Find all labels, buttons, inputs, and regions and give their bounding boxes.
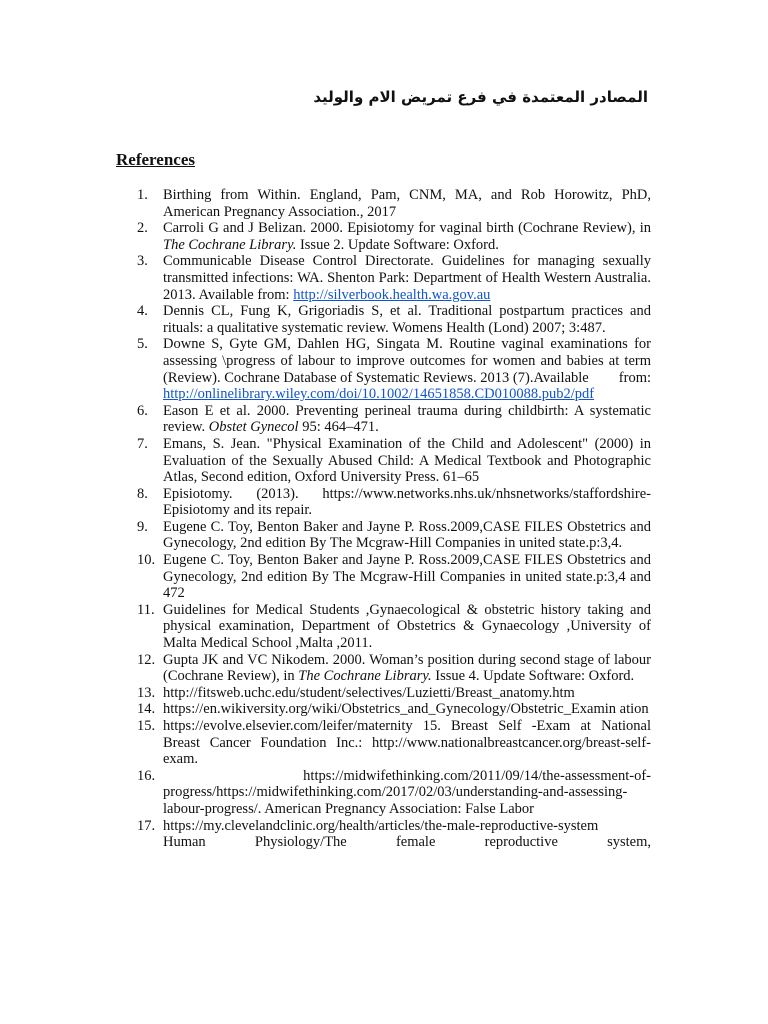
reference-item-4 — [137, 303, 651, 336]
reference-link[interactable]: http://silverbook.health.wa.gov.au — [293, 286, 491, 303]
arabic-title: المصادر المعتمدة في فرع تمريض الام والوليد — [313, 88, 648, 106]
reference-item-10 — [137, 552, 651, 602]
reference-text: Birthing from Within. England, Pam, CNM, MA, and Rob Horowitz, PhD, American Pregnancy Association., 2017 — [163, 187, 651, 220]
journal-title: The Cochrane Library. — [163, 236, 297, 253]
reference-text-right: https://midwifethinking.com/2011/09/14/the-assessment-of- — [303, 767, 651, 784]
reference-item-8 — [137, 485, 651, 519]
reference-text: https://my.clevelandclinic.org/health/articles/the-male-reproductive-system — [163, 817, 599, 834]
reference-item-1 — [137, 187, 651, 220]
reference-number: 13. — [137, 684, 156, 701]
reference-item-5 — [137, 336, 651, 403]
reference-item-14 — [137, 701, 651, 718]
reference-text-tail: 95: 464–471. — [298, 419, 379, 436]
reference-number: 15. — [137, 718, 156, 734]
reference-item-15 — [137, 718, 651, 768]
reference-item-11 — [137, 601, 651, 652]
reference-item-6 — [137, 402, 651, 436]
reference-text-tail: Issue 4. Update Software: Oxford. — [431, 668, 635, 685]
reference-item-3 — [137, 253, 651, 303]
reference-item-2 — [137, 220, 651, 253]
reference-number: 8. — [137, 485, 148, 502]
references-heading: References — [116, 150, 195, 169]
reference-text: progress/https://midwifethinking.com/2017/02/03/understanding-and-assessing-labour-progress/. American Pregnancy Association: False Labor — [163, 784, 628, 817]
reference-number: 7. — [137, 435, 148, 452]
reference-item-9 — [137, 518, 651, 552]
reference-number: 12. — [137, 651, 156, 668]
reference-text-right: from: — [618, 369, 651, 386]
reference-text: https://en.wikiversity.org/wiki/Obstetrics_and_Gynecology/Obstetric_Examin ation — [163, 701, 649, 718]
references-list — [137, 187, 651, 851]
reference-text: Downe S, Gyte GM, Dahlen HG, Singata M. Routine vaginal examinations for assessing \progress of labour to improve outcomes for women and babies at term (Review). Cochrane Database of Systematic Reviews. 2013 (7).Available — [163, 336, 651, 386]
reference-item-7 — [137, 435, 651, 486]
reference-text: Gupta JK and VC Nikodem. 2000. Woman’s position during second stage of labour (Cochrane Review), in — [163, 651, 651, 685]
reference-text: Carroli G and J Belizan. 2000. Episiotomy for vaginal birth (Cochrane Review), in — [163, 220, 651, 237]
reference-number: 4. — [137, 303, 148, 320]
reference-number: 1. — [137, 187, 148, 203]
reference-item-16 — [137, 767, 651, 818]
reference-number: 6. — [137, 402, 148, 419]
reference-text: Eugene C. Toy, Benton Baker and Jayne P. Ross.2009,CASE FILES Obstetrics and Gynecology, 2nd edition By The Mcgraw-Hill Companies in united state.p:3,4 and 472 — [163, 552, 651, 602]
reference-text: http://fitsweb.uchc.edu/student/selectives/Luzietti/Breast_anatomy.htm — [163, 684, 575, 701]
reference-number: 11. — [137, 601, 155, 618]
reference-number: 3. — [137, 253, 148, 270]
reference-text: Eugene C. Toy, Benton Baker and Jayne P. Ross.2009,CASE FILES Obstetrics and Gynecology, 2nd edition By The Mcgraw-Hill Companies in united state.p:3,4. — [163, 518, 651, 552]
reference-text: Dennis CL, Fung K, Grigoriadis S, et al. Traditional postpartum practices and rituals: a qualitative systematic review. Womens Health (Lond) 2007; 3:487. — [163, 303, 651, 336]
reference-text-tail: Issue 2. Update Software: Oxford. — [296, 236, 499, 253]
reference-number: 17. — [137, 817, 156, 834]
reference-item-12 — [137, 651, 651, 685]
reference-text: Communicable Disease Control Directorate. Guidelines for managing sexually transmitted infections: WA. Shenton Park: Department of Health Western Australia. 2013. Available from: — [163, 253, 651, 303]
reference-number: 16. — [137, 767, 156, 784]
reference-text: Eason E et al. 2000. Preventing perineal trauma during childbirth: A systematic review. — [163, 402, 651, 436]
reference-number: 5. — [137, 336, 148, 353]
journal-title: The Cochrane Library. — [298, 668, 432, 685]
reference-number: 10. — [137, 552, 156, 569]
reference-item-17 — [137, 817, 651, 851]
reference-number: 9. — [137, 518, 148, 535]
journal-title: Obstet Gynecol — [208, 419, 299, 436]
reference-number: 2. — [137, 220, 148, 237]
reference-number: 14. — [137, 701, 156, 718]
reference-link[interactable]: http://onlinelibrary.wiley.com/doi/10.1002/14651858.CD010088.pub2/pdf — [163, 386, 595, 403]
reference-text: https://evolve.elsevier.com/leifer/maternity 15. Breast Self -Exam at National Breast Cancer Foundation Inc.: http://www.nationalbreastcancer.org/breast-self-exam. — [163, 718, 651, 768]
reference-text: Episiotomy. (2013). https://www.networks.nhs.uk/nhsnetworks/staffordshire-Episiotomy and its repair. — [163, 485, 651, 519]
reference-text: Emans, S. Jean. "Physical Examination of the Child and Adolescent" (2000) in Evaluation of the Sexually Abused Child: A Medical Textbook and Photographic Atlas, Second edition, Oxford University Press. 61–65 — [163, 435, 651, 486]
reference-text: Guidelines for Medical Students ,Gynaecological & obstetric history taking and physical examination, Department of Obstetrics & Gynaecology ,University of Malta Medical School ,Malta ,2011. — [163, 601, 651, 652]
reference-item-13 — [137, 684, 651, 702]
reference-text-spread: Human Physiology/The female reproductive system, — [163, 834, 651, 851]
